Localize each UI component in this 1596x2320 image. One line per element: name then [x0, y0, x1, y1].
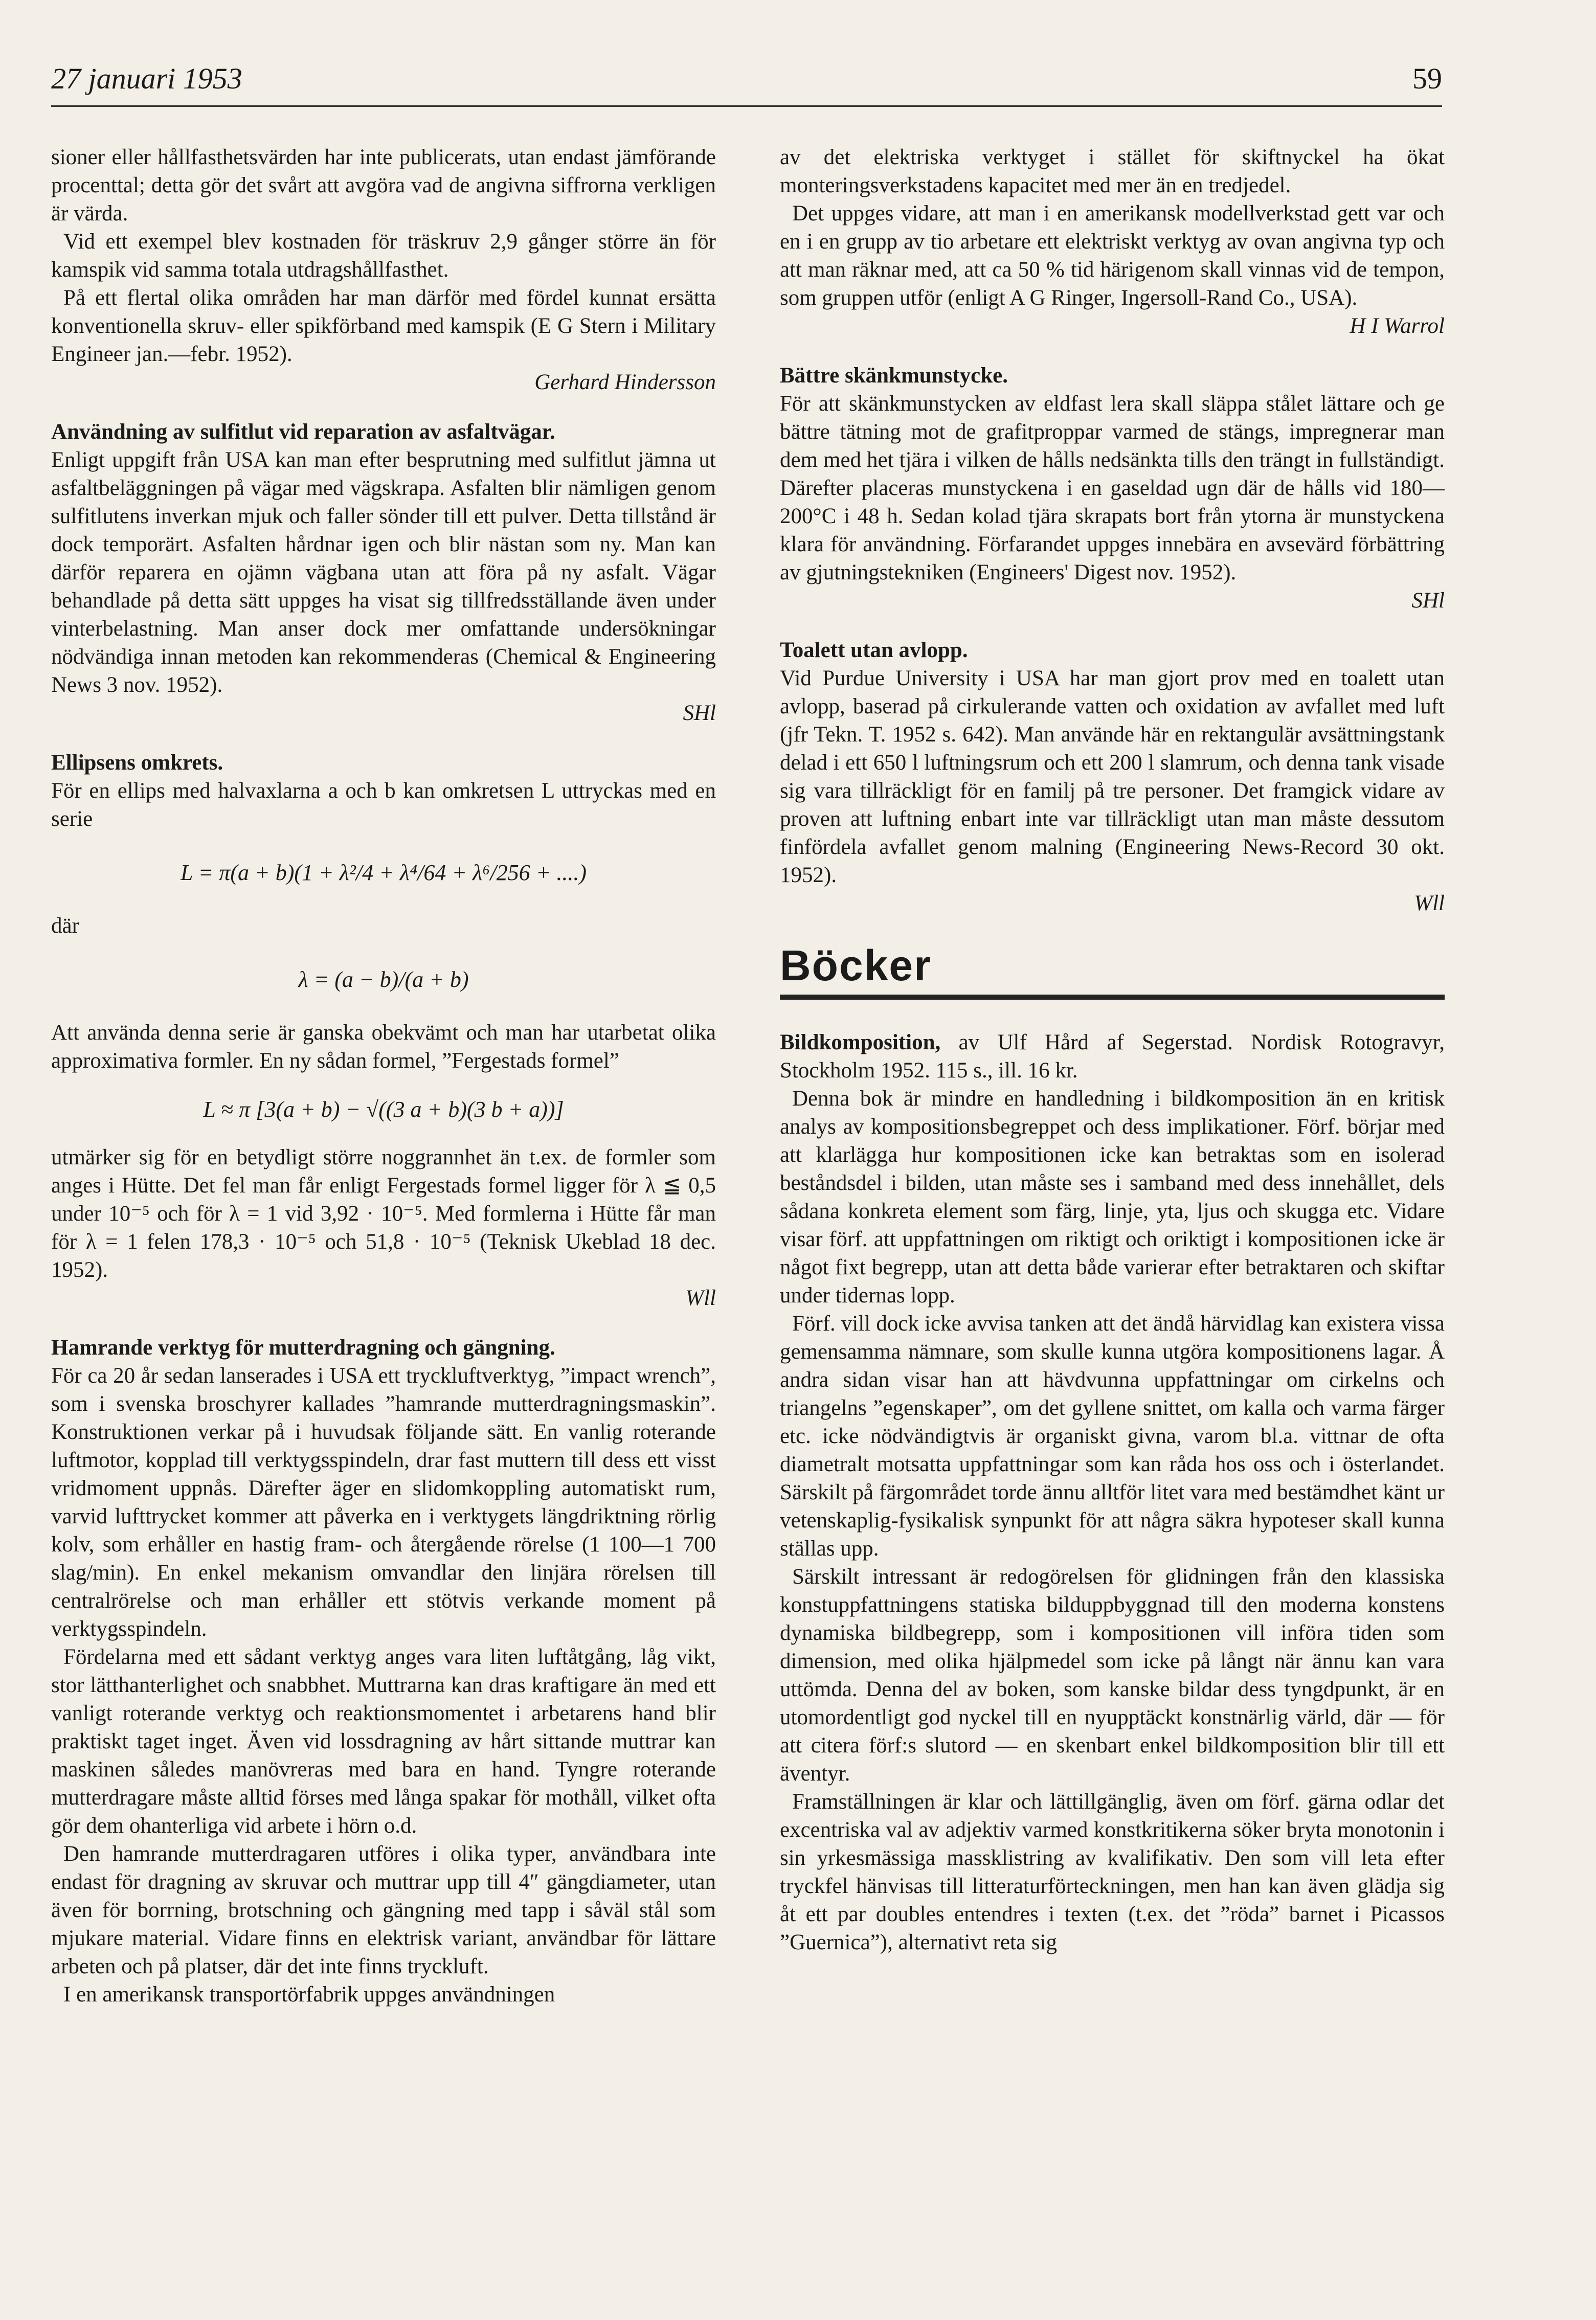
- review-body: Förf. vill dock icke avvisa tanken att det ändå härvidlag kan existera vissa gemensamma nämnare, som skulle kunna utgöra kompositionens lagar. Å andra sidan visar han att hävdvunna uppfattningar om cirkelns och triangelns ”egenskaper”, om det gyllene snittet, om kalla och varma färger etc. icke nödvändigtvis är organiskt givna, varom bl.a. vittnar de ofta diametralt motsatta uppfattningar som kan råda hos oss och i österlandet. Särskilt på färgområdet torde ännu alltför litet vara med bestämdhet känt ur vetenskaplig-fysikalisk synpunkt för att några säkra hypoteser skall kunna ställas upp.: [780, 1312, 1445, 1561]
- article-title: Hamrande verktyg för mutterdragning och gängning.: [51, 1336, 555, 1360]
- right-column: [780, 143, 1445, 1956]
- issue-date: 27 januari 1953: [51, 62, 242, 95]
- section-rule: [780, 995, 1445, 1000]
- article-skankmunstycke: [780, 362, 1445, 615]
- formula-text: λ = (a − b)/(a + b): [298, 967, 469, 992]
- book-byline: av Ulf Hård af Segerstad. Nordisk Rotogravyr, Stockholm 1952. 115 s., ill. 16 kr.: [780, 1030, 1445, 1083]
- article-sulfitlut: [51, 418, 716, 727]
- review-body: Framställningen är klar och lättillgänglig, även om förf. gärna odlar det excentriska val av adjektiv varmed konstkritikerna söker bryta monotonin i sin yrkesmässiga massklistring av kvalifikativ. Den som vill leta efter tryckfel hänvisas till litteraturförteckningen, men han kan även glädja sig åt ett par doubles entendres i texten (t.ex. det ”röda” barnet i Picassos ”Guernica”), alternativt reta sig: [780, 1790, 1445, 1954]
- paragraph: av det elektriska verktyget i stället för skiftnyckel ha ökat monteringsverkstadens kapacitet med mer än en tredjedel.: [780, 145, 1445, 197]
- article-body: För en ellips med halvaxlarna a och b kan omkretsen L uttryckas med en serie: [51, 779, 716, 831]
- article-title: Bättre skänkmunstycke.: [780, 364, 1008, 388]
- paragraph: Det uppges vidare, att man i en amerikansk modellverkstad gett var och en i en grupp av tio arbetare ett elektriskt verktyg av ovan angivna typ och att man räknar med, att ca 50 % tid härigenom skall vinnas vid de tempon, som gruppen utför (enligt A G Ringer, Ingersoll-Rand Co., USA).: [780, 201, 1445, 310]
- article-body: Den hamrande mutterdragaren utföres i olika typer, användbara inte endast för dragning av skruvar och muttrar upp till 4″ gängdiameter, utan även för borrning, brotschning och gängning med tapp i såväl stål som mjukare material. Vidare finns en elektrisk variant, användbar för lättare arbeten och på platser, där det inte finns tryckluft.: [51, 1842, 716, 1978]
- article-title: Toalett utan avlopp.: [780, 638, 968, 662]
- article-body: För ca 20 år sedan lanserades i USA ett tryckluftverktyg, ”impact wrench”, som i svenska broschyrer kallades ”hamrande mutterdragningsmaskin”. Konstruktionen verkar på i huvudsak följande sätt. En vanlig roterande luftmotor, kopplad till verktygsspindeln, drar fast muttern till dess ett visst vridmoment uppnås. Därefter äger en slidomkoppling automatiskt rum, varvid lufttrycket kommer att påverka en i verktygets längdriktning rörlig kolv, som erhåller en hastig fram- och återgående rörelse (1 100—1 700 slag/min). En enkel mekanism omvandlar den linjära rörelsen till centralrörelse och man erhåller ett stötvis verkande moment på verktygsspindeln.: [51, 1364, 716, 1641]
- formula-series: [51, 844, 716, 900]
- left-column: [51, 143, 716, 2009]
- formula-text: L = π(a + b)(1 + λ²/4 + λ⁴/64 + λ⁶/256 + ....): [180, 860, 587, 885]
- author-signature: Wll: [1414, 891, 1445, 915]
- paragraph: Vid ett exempel blev kostnaden för träskruv 2,9 gånger större än för kamspik vid samma totala utdragshållfasthet.: [51, 230, 716, 282]
- article-body: Att använda denna serie är ganska obekvämt och man har utarbetat olika approximativa formler. En ny sådan formel, ”Fergestads formel”: [51, 1021, 716, 1073]
- author-signature: SHl: [683, 701, 716, 725]
- page-header: [51, 61, 1442, 102]
- review-body: Denna bok är mindre en handledning i bildkomposition än en kritisk analys av kompositionsbegreppet och dess implikationer. Förf. börjar med att klarlägga hur kompositionen icke kan betraktas som en isolerad beståndsdel i bilden, utan måste ses i samband med dess innehållet, dels sådana konkreta element som färg, linje, yta, ljus och skugga etc. Vidare visar förf. att uppfattningen om riktigt och oriktigt i kompositionen icke är något fixt begrepp, utan att detta både varierar efter betraktaren och skiftar under tidernas lopp.: [780, 1087, 1445, 1308]
- article-title: Användning av sulfitlut vid reparation av asfaltvägar.: [51, 420, 555, 444]
- article-body: utmärker sig för en betydligt större noggrannhet än t.ex. de formler som anges i Hütte. Det fel man får enligt Fergestads formel ligger för λ ≦ 0,5 under 10⁻⁵ och för λ = 1 vid 3,92 · 10⁻⁵. Med formlerna i Hütte får man för λ = 1 felen 178,3 · 10⁻⁵ och 51,8 · 10⁻⁵ (Teknisk Ukeblad 18 dec. 1952).: [51, 1145, 716, 1282]
- article-body: Fördelarna med ett sådant verktyg anges vara liten luftåtgång, låg vikt, stor lätthanterlighet och snabbhet. Muttrarna kan dras kraftigare än med ett vanligt roterande verktyg och reaktionsmomentet i arbetarens hand blir praktiskt taget inget. Även vid lossdragning av hårt sittande muttrar kan maskinen således manövreras med bara en hand. Tyngre roterande mutterdragare måste alltid förses med långa spakar för mothåll, vilket ofta gör dem ohanterliga vid arbete i hörn o.d.: [51, 1645, 716, 1838]
- paragraph: På ett flertal olika områden har man därför med fördel kunnat ersätta konventionella skruv- eller spikförband med kamspik (E G Stern i Military Engineer jan.—febr. 1952).: [51, 286, 716, 366]
- page-number: 59: [1412, 62, 1442, 95]
- dar-label: där: [51, 914, 79, 938]
- article-toalett: [780, 636, 1445, 917]
- article-body: I en amerikansk transportörfabrik uppges användningen: [63, 1983, 555, 2007]
- review-body: Särskilt intressant är redogörelsen för glidningen från den klassiska konstuppfattningens statiska bilduppbyggnad till den moderna konstens dynamiska bildbegrepp, som i kompositionen vill införa tiden som dimension, med olika hjälpmedel som icke på långt när ännu kan vara uttömda. Denna del av boken, som kanske bildar dess tyngdpunkt, är en utomordentligt god nyckel till en nyupptäckt konstnärlig värld, där — för att citera förf:s slutord — en skenbart enkel bildkomposition blir till ett äventyr.: [780, 1565, 1445, 1786]
- paragraph: sioner eller hållfasthetsvärden har inte publicerats, utan endast jämförande procenttal; detta gör det svårt att avgöra vad de angivna siffrorna verkligen är värda.: [51, 145, 716, 226]
- author-signature: Gerhard Hindersson: [534, 370, 716, 394]
- article-body: Vid Purdue University i USA har man gjort prov med en toalett utan avlopp, baserad på cirkulerande vatten och oxidation av avfallet med luft (jfr Tekn. T. 1952 s. 642). Man använde här en rektangulär avsättningstank delad i ett 650 l luftningsrum och ett 200 l slamrum, och denna tank visade sig vara tillräckligt för en familj på tre personer. Det framgick vidare av proven att luftning enbart inte var tillräckligt utan man måste dessutom finfördela avfallet genom malning (Engineering News-Record 30 okt. 1952).: [780, 666, 1445, 887]
- header-rule: [51, 105, 1442, 107]
- article-body: Enligt uppgift från USA kan man efter besprutning med sulfitlut jämna ut asfaltbeläggningen på vägar med vägskrapa. Asfalten blir nämligen genom sulfitlutens inverkan mjuk och faller sönder till ett pulver. Detta tillstånd är dock temporärt. Asfalten hårdnar igen och blir nästan som ny. Man kan därför reparera en ojämn vägbana utan att föra på ny asfalt. Vägar behandlade på detta sätt uppges ha visat sig tillfredsställande även under vinterbelastning. Man anser dock mer omfattande undersökningar nödvändiga innan metoden kan rekommenderas (Chemical & Engineering News 3 nov. 1952).: [51, 448, 716, 697]
- author-signature: SHl: [1411, 589, 1445, 613]
- author-signature: Wll: [685, 1286, 716, 1310]
- formula-lambda: [51, 951, 716, 1007]
- article-body: För att skänkmunstycken av eldfast lera skall släppa stålet lättare och ge bättre tätning mot de grafitproppar varmed de stängs, impregnerar man dem med het tjära i vilken de hålls nedsänkta tills den trängt in fullständigt. Därefter placeras munstyckena i en gaseldad ugn där de hålls vid 180—200°C i 48 h. Sedan kolad tjära skrapats bort från ytorna är munstyckena klara för användning. Förfarandet uppges innebära en avsevärd förbättring av gjutningstekniken (Engineers' Digest nov. 1952).: [780, 392, 1445, 584]
- section-heading-books: Böcker: [780, 941, 932, 989]
- article-hamrande: [51, 1334, 716, 2009]
- book-title: Bildkomposition,: [780, 1030, 941, 1054]
- author-signature: H I Warrol: [1350, 314, 1445, 338]
- article-ellips: [51, 749, 716, 1312]
- article-title: Ellipsens omkrets.: [51, 751, 223, 775]
- formula-text: L ≈ π [3(a + b) − √((3 a + b)(3 b + a))]: [203, 1097, 564, 1122]
- book-review-bildkomposition: [780, 1028, 1445, 1956]
- formula-fergestad: [51, 1086, 716, 1132]
